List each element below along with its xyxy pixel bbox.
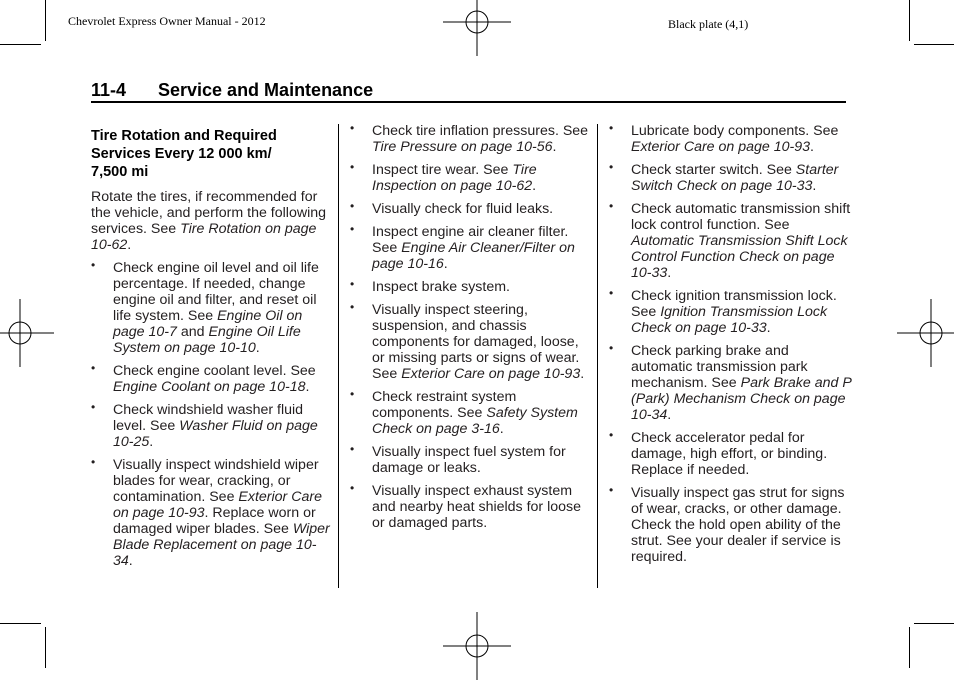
plate-label: Black plate (4,1) — [668, 17, 749, 31]
crop-mark — [914, 44, 954, 45]
list-item — [350, 483, 590, 531]
text-run: Check windshield washer fluid level. See — [113, 402, 304, 434]
cross-reference: Engine Oil Life System on page 10-10 — [113, 324, 301, 356]
text-run: . — [149, 434, 154, 450]
text-run: . — [499, 421, 504, 437]
bullet-icon: • — [609, 286, 614, 300]
text-run: Check parking brake and automatic transmission park mechanism. See — [631, 343, 808, 391]
crop-mark — [0, 44, 41, 45]
crop-mark — [0, 623, 41, 624]
registration-mark-icon — [0, 299, 54, 367]
cross-reference: Ignition Transmission Lock Check on page 10-33 — [631, 304, 828, 336]
list-item — [350, 389, 590, 437]
cross-reference: Safety System Check on page 3-16 — [372, 405, 578, 437]
column-divider — [597, 124, 598, 588]
list-item — [350, 444, 590, 476]
text-run: Check automatic transmission shift lock control function. See — [631, 201, 851, 233]
text-run: . Replace worn or damaged wiper blades. See — [113, 505, 316, 537]
bullet-icon: • — [91, 400, 96, 414]
text-run: Lubricate body components. See — [631, 123, 839, 139]
text-run: . — [552, 139, 557, 155]
cross-reference: Engine Oil on page 10-7 — [113, 308, 303, 340]
column-2 — [350, 123, 590, 538]
list-item — [350, 162, 590, 194]
list-item — [609, 430, 854, 478]
cross-reference: Automatic Transmission Shift Lock Control Function Check on page 10-33 — [631, 233, 848, 281]
column-divider — [338, 124, 339, 588]
text-run: Visually check for fluid leaks. — [372, 201, 554, 217]
section-title: Service and Maintenance — [158, 80, 374, 100]
section-heading — [91, 80, 373, 101]
text-run: Inspect brake system. — [372, 279, 510, 295]
service-list — [91, 260, 331, 569]
subsection-heading — [91, 127, 331, 181]
list-item — [350, 201, 590, 217]
registration-mark-icon — [897, 299, 954, 367]
bullet-icon: • — [350, 199, 355, 213]
text-run: Check ignition transmission lock. See — [631, 288, 837, 320]
cross-reference: Wiper Blade Replacement on page 10-34 — [113, 521, 330, 569]
cross-reference: Washer Fluid on page 10-25 — [113, 418, 318, 450]
bullet-icon: • — [350, 481, 355, 495]
bullet-icon: • — [91, 258, 96, 272]
text-run: Rotate the tires, if recommended for the vehicle, and perform the following services. See — [91, 189, 327, 237]
list-item — [609, 288, 854, 336]
cross-reference: Starter Switch Check on page 10-33 — [631, 162, 839, 194]
text-run: . — [810, 139, 814, 155]
cross-reference: Exterior Care on page 10-93 — [631, 139, 811, 155]
bullet-icon: • — [350, 387, 355, 401]
intro-paragraph — [91, 189, 331, 253]
text-run: . — [127, 237, 132, 253]
cross-reference: Exterior Care on page 10-93 — [113, 489, 322, 521]
bullet-icon: • — [609, 160, 614, 174]
text-run: . — [255, 340, 260, 356]
crop-mark — [909, 627, 910, 668]
text-run: and — [176, 324, 209, 340]
text-run: Check starter switch. See — [631, 162, 796, 178]
list-item — [350, 224, 590, 272]
list-item — [91, 402, 331, 450]
bullet-icon: • — [350, 121, 355, 135]
list-item — [609, 201, 854, 281]
text-run: Check accelerator pedal for damage, high effort, or binding. Replace if needed. — [631, 430, 828, 478]
text-run: Inspect tire wear. See — [372, 162, 513, 178]
text-run: Visually inspect windshield wiper blades for wear, cracking, or contamination. See — [113, 457, 319, 505]
cross-reference: Tire Inspection on page 10-62 — [372, 162, 537, 194]
list-item — [609, 343, 854, 423]
bullet-icon: • — [609, 121, 614, 135]
text-run: . — [667, 265, 672, 281]
text-run: Visually inspect exhaust system and nearby heat shields for loose or damaged parts. — [372, 483, 582, 531]
cross-reference: Engine Coolant on page 10-18 — [113, 379, 306, 395]
list-item — [609, 485, 854, 565]
crop-mark — [45, 627, 46, 668]
crop-mark — [909, 0, 910, 41]
column-3 — [609, 123, 854, 572]
text-run: Check engine coolant level. See — [113, 363, 316, 379]
cross-reference: Tire Pressure on page 10-56 — [372, 139, 553, 155]
text-run: Visually inspect fuel system for damage or leaks. — [372, 444, 566, 476]
bullet-icon: • — [350, 222, 355, 236]
text-run: . — [766, 320, 771, 336]
book-title: Chevrolet Express Owner Manual - 2012 — [68, 14, 266, 28]
list-item — [91, 457, 331, 569]
bullet-icon: • — [350, 300, 355, 314]
bullet-icon: • — [609, 341, 614, 355]
list-item — [609, 123, 854, 155]
service-list — [350, 123, 590, 531]
heading-rule — [91, 101, 846, 103]
bullet-icon: • — [350, 160, 355, 174]
bullet-icon: • — [91, 455, 96, 469]
bullet-icon: • — [350, 442, 355, 456]
bullet-icon: • — [609, 428, 614, 442]
text-run: . — [305, 379, 310, 395]
text-run: Visually inspect gas strut for signs of wear, cracks, or other damage. Check the hold open ability of the strut. See your dealer if service is required. — [631, 485, 845, 565]
list-item — [91, 363, 331, 395]
text-run: . — [667, 407, 672, 423]
service-list — [609, 123, 854, 565]
registration-mark-icon — [443, 0, 511, 56]
list-item — [91, 260, 331, 356]
text-run: . — [443, 256, 448, 272]
text-run: Check tire inflation pressures. See — [372, 123, 589, 139]
bullet-icon: • — [91, 361, 96, 375]
cross-reference: Tire Rotation on page 10-62 — [91, 221, 317, 253]
bullet-icon: • — [350, 277, 355, 291]
section-number: 11-4 — [91, 80, 127, 100]
list-item — [350, 279, 590, 295]
cross-reference: Exterior Care on page 10-93 — [401, 366, 581, 382]
cross-reference: Park Brake and P (Park) Mechanism Check on page 10-34 — [631, 375, 852, 423]
subsection-heading-line: Services Every 12 000 km/ — [91, 146, 272, 162]
list-item — [609, 162, 854, 194]
text-run: Check restraint system components. See — [372, 389, 517, 421]
text-run: . — [128, 553, 133, 569]
text-run: . — [532, 178, 537, 194]
text-run: Check engine oil level and oil life percentage. If needed, change engine oil and filter, and reset oil life system. See — [113, 260, 319, 324]
registration-mark-icon — [443, 612, 511, 680]
crop-mark — [45, 0, 46, 41]
column-1 — [91, 124, 331, 576]
cross-reference: Engine Air Cleaner/Filter on page 10-16 — [372, 240, 575, 272]
text-run: Inspect engine air cleaner filter. See — [372, 224, 569, 256]
crop-mark — [914, 623, 954, 624]
text-run: Visually inspect steering, suspension, and chassis components for damaged, loose, or missing parts or signs of wear. See — [372, 302, 580, 382]
text-run: . — [812, 178, 817, 194]
text-run: . — [580, 366, 585, 382]
bullet-icon: • — [609, 483, 614, 497]
bullet-icon: • — [609, 199, 614, 213]
list-item — [350, 123, 590, 155]
subsection-heading-line: 7,500 mi — [91, 164, 149, 180]
subsection-heading-line: Tire Rotation and Required — [91, 128, 277, 144]
list-item — [350, 302, 590, 382]
